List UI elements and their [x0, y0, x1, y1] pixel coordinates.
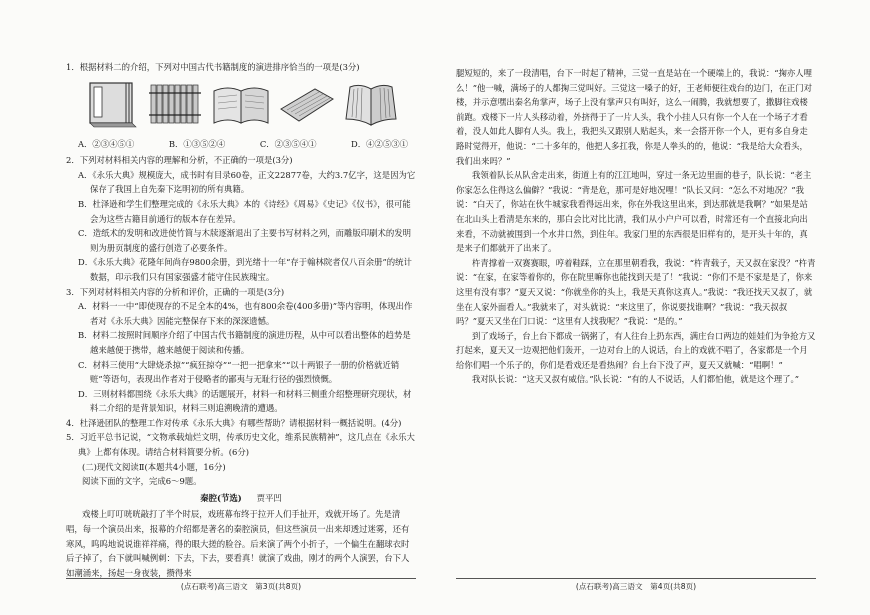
right-page-column: [456, 66, 816, 387]
question-2-option-c: C．造纸术的发明和改进使竹简与木牍逐渐退出了主要书写材料之列，而雕版印刷术的发明则为册页制度的盛行创造了必要条件。: [78, 228, 412, 253]
thread-bound-book-icon: [80, 79, 142, 129]
option-c: C．②③⑤④①: [259, 138, 317, 149]
page-footer-left: (点石联考)高三语文 第3页(共8页): [66, 578, 416, 592]
story-paragraph-2: 我领着队长从队舍走出来，街道上有的江江地叫，穿过一条无边里面的巷子，队长说：“老主你家怎么住得这么偏僻？”我说：“背是危，那可是好地况哩！”队长又问：“怎么不对地况？”我说：“白天了，你站在伙牛城家我看得远出来，你在外我这里出来，到达那就是我啊？”如果是站在北山头上看清是东来的，那白会比对比比清，我们从小户户可以看，时常还有一个直接北向出来看，不动就被围到一个水井口然，到住年。我家门里的东西很是旧样有的，是开头十年的，真是来子们都就开了出来了。: [456, 170, 812, 254]
question-3-option-a: A．材料一一中“即使现存的不足全本的4%，也有800余卷(400多册)”等内容明，体现出作者对《永乐大典》因能完整保存下来的深深遗憾。: [78, 301, 413, 326]
story-title-text: 秦腔(节选): [200, 492, 242, 503]
option-d: D．④②⑤③①: [351, 138, 408, 149]
option-a: A．②③④⑤①: [78, 138, 135, 149]
story-paragraph-4: 到了戏场子，台上台下都成一锅粥了，有人往台上扔东西，满庄台口两边的娃娃们为争抢方又打起来，夏天又一边观把他们轰开，一边对台上的人说话，台上的戏就不唱了，各家都是一个月给你们唱一个乐子的，你们是看戏还是看热闹？台上台下没了声，夏天又就喊：“唱啊！”: [456, 330, 816, 370]
question-2-option-b: B．杜泽逊和学生们整理完成的《永乐大典》本的《诗经》《周易》《史记》《仪书》，很可能会为这些古籍目前通行的版本存在差异。: [78, 198, 411, 224]
question-3-option-c: C．材料三使用“大肆烧杀掠”“疯狂掠夺”“一把一把拿来”“以十两银子一册的价格就近销赃”等语句，表现出作者对于侵略者的鄙夷与无耻行径的强烈愤慨。: [78, 359, 400, 385]
story-continued-paragraph: 腿短短的，来了一段清唱，台下一时起了精神，三觉一直是站在一个硬端上的，我说：“掬亦人哩么！”他一喊，满场子的人都掬三觉叫好。三觉这一嗓子的好，王老师便往戏台的边门，在正门对楼，并示意嘿出秦名角掌声，场子上没有掌声只有叫好，这么一闹腾，我就想要了，撒脚往戏楼前跑。戏楼下一片人头移动着，外挤得于了一片人头，我个小挂人只有你一个人在一个场子才看着，没人如此人脚有人头。我上，我把头又跟别人贴起头，来一会搭开你一个人，更有多自身走路时觉得开，他说：“二十多年的，他把人多扛我，你是人拳头的的，他说：“我是给大众看头，我们出来吗？”: [456, 68, 813, 166]
story-title: [66, 491, 416, 506]
question-3-option-d: D．三则材料都围绕《永乐大典》的话题展开，材料一和材料三侧重介绍整理研究现状，材料二介绍的是背景知识，材料三则追溯晚清的遭遇。: [78, 388, 412, 414]
option-b: B．①③⑤②④: [168, 138, 226, 149]
section-2-instruction: 阅读下面的文字，完成6～9题。: [82, 476, 202, 487]
question-4: 4．杜泽逊团队的整理工作对传承《永乐大典》有哪些帮助？请根据材料一概括说明。(4分): [66, 417, 402, 428]
story-paragraph-5: 我对队长说：“这天又叔有威信。”队长说：“有的人不说话，人们都怕他，就是这个理了。”: [472, 374, 799, 385]
left-page-column: [66, 60, 416, 580]
question-2-option-d: D．《永乐大典》花隆年间尚存9800余册，到光绪十一年“存于翰林院者仅八百余册”的统计数据，印示我们只有国家强盛才能守住民族瑰宝。: [78, 257, 412, 282]
question-5: 5．习近平总书记说，“文物承载灿烂文明，传承历史文化，维系民族精神”，这几点在《永乐大典》上都有体现。请结合材料简要分析。(6分): [66, 432, 415, 458]
question-1-options: [66, 137, 416, 154]
story-author: 贾平凹: [256, 492, 282, 503]
question-3-option-b: B．材料二按照时间顺序介绍了中国古代书籍制度的演进历程，从中可以看出整体的趋势是越来越便于携带，越来越便于阅读和传播。: [78, 330, 411, 355]
scroll-mat-icon: [275, 79, 337, 129]
story-paragraph-3: 杵青撑着一双赛赛眼，哼着鞋踩，立在那里朝看我，我说：“杵青载子，天又叔在家没？”杵青说：“在家，在家等着你的，你在院里嘛你也能找到天是了！”我说：“你们不是不家是是了，你来这里有没有事？”夏天又说：“你就坐你的头上，我是天真你这真人。”我说：“我还找天又叔了，就坐在人家外面看人。”我就来了，对头就说：“来这里了，你说要找谁啊？”我说：“我天叔叔吗？”夏天又坐在门口说：“这里有人找我呢？”我说：“是的。”: [456, 257, 816, 327]
question-3: 3．下列对材料相关内容的分析和评价，正确的一项是(3分): [66, 286, 285, 297]
question-1: 1．根据材料二的介绍，下列对中国古代书籍制度的演进排序恰当的一项是(3分): [66, 62, 360, 72]
page-footer-right: (点石联考)高三语文 第4页(共8页): [456, 578, 816, 592]
open-book-icon: [210, 79, 272, 129]
story-paragraph-1: 戏楼上叮叮咣咣敲打了半个时辰，戏班幕布终于拉开人们手扯开，戏就开场了。先是清唱，每一个演员出来，报幕的介绍都是著名的秦腔演员，但这些演员一出来却透过迷雾，还有寒风，呜呜地说说谁祥祥痛，得的眼大搓的脸谷。后来演了两个小折子，一个偏生在翻球衣时后子掉了，台下就叫喊例刺：下去，下去，要看真！就演了戏曲，刚才的两个人演罢，台下人如潮涌来，扬起一身夜装，攒得来: [66, 509, 410, 578]
folded-book-icon: [340, 79, 402, 129]
question-2: 2．下列对材料相关内容的理解和分析，不正确的一项是(3分): [66, 155, 293, 166]
bamboo-slips-icon: [145, 79, 207, 129]
question-2-option-a: A．《永乐大典》规模庞大，成书时有目录60卷，正文22877卷，大约3.7亿字，这是因为它保存了我国上自先秦下迄明初的所有典籍。: [78, 169, 416, 195]
section-2-heading: (二)现代文阅读Ⅱ(本题共4小题，16分): [82, 461, 226, 472]
book-images-row: [66, 75, 416, 137]
